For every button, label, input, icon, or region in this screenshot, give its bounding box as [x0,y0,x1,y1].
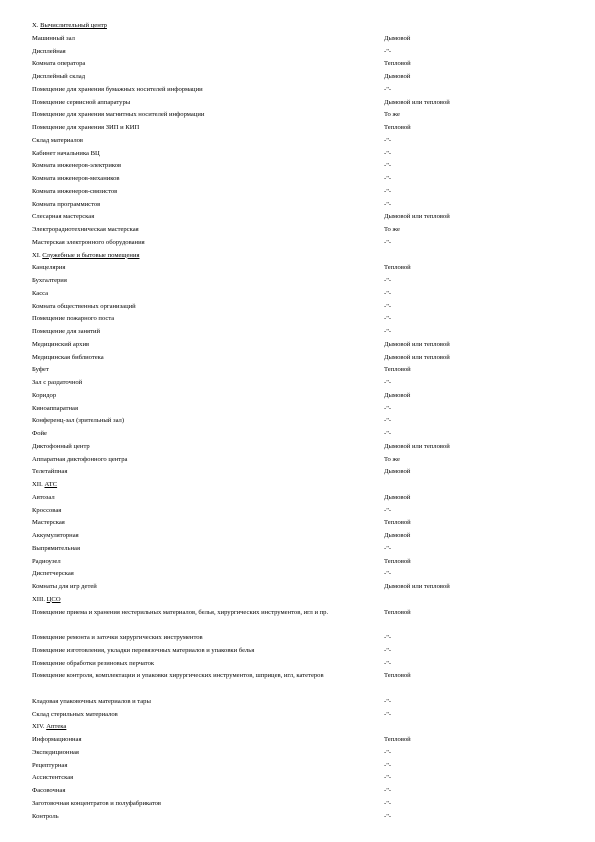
room-name: Медицинский архив [32,340,90,348]
section-heading [32,721,572,734]
table-row [32,428,572,441]
table-row [32,58,572,71]
room-name: Слесарная мастерская [32,213,95,221]
section-number: X. [32,22,39,29]
detector-type: -"- [384,136,392,144]
detector-type: Дымовой или тепловой [384,442,450,450]
detector-type: Дымовой [384,391,411,399]
section-title: Вычислительный центр [40,22,107,29]
room-name: Фойе [32,430,47,437]
room-name: Конференц-зал (зрительный зал) [32,417,125,425]
detector-type: -"- [384,404,392,412]
table-row [32,71,572,84]
room-name: Комната программистов [32,200,101,208]
table-row [32,403,572,416]
detector-type: -"- [384,659,392,667]
detector-type: -"- [384,277,392,284]
room-name: Радиоузел [32,557,61,565]
table-row [32,556,572,569]
room-name: Медицинская библиотека [32,353,104,361]
detector-type: -"- [384,162,392,170]
detector-type: Дымовой [384,493,411,501]
room-name: Помещение приема и хранения нестерильных материалов, белья, хирургических инструментов, игл и пр. [32,608,329,616]
section-heading [32,20,572,33]
room-name: Диктофонный центр [32,442,90,450]
table-row [32,262,572,275]
table-row [32,122,572,135]
room-name: Комната инженеров-связистов [32,187,118,195]
table-row [32,645,572,658]
table-row [32,785,572,798]
room-name: Диспетчерская [32,570,74,578]
room-name: Фасовочная [32,787,66,794]
detector-type: -"- [384,544,392,552]
table-row [32,734,572,747]
room-name: Помещение для занятий [32,328,101,335]
room-name: Телетайпная [32,468,68,476]
room-name: Комната инженеров-механиков [32,175,120,182]
room-name: Дисплейный склад [32,73,86,80]
table-row [32,772,572,785]
section-title: АТС [44,481,58,488]
room-name: Коридор [32,391,57,399]
detector-type: -"- [384,748,392,756]
table-row [32,352,572,365]
detector-type: Тепловой [384,736,411,743]
table-row [32,607,572,633]
room-name: Комната инженеров-электриков [32,162,122,170]
detector-type: -"- [384,646,392,654]
detector-type: Дымовой или тепловой [384,213,450,221]
section-heading [32,250,572,263]
table-row [32,581,572,594]
detector-type: -"- [384,506,392,514]
table-row [32,517,572,530]
detector-type: Тепловой [384,124,411,131]
table-row [32,84,572,97]
detector-type: -"- [384,315,392,323]
section-number: XI. [32,251,41,259]
section-heading [32,594,572,607]
detector-type: Дымовой [384,468,411,476]
table-row [32,199,572,212]
table-row [32,492,572,505]
table-row [32,224,572,237]
table-row [32,364,572,377]
room-name: Помещение для хранения магнитных носителей информации [32,111,205,119]
room-name: Комната общественных организаций [32,302,136,310]
room-name: Электрорадиотехническая мастерская [32,226,139,233]
table-row [32,160,572,173]
detector-type: -"- [384,200,392,208]
detector-type: -"- [384,149,392,157]
detector-type: -"- [384,774,392,782]
detector-type: -"- [384,379,392,386]
table-row [32,709,572,722]
table-row [32,97,572,110]
table-row [32,530,572,543]
room-name: Информационная [32,736,82,743]
room-name: Кабинет начальника ВЦ [32,149,100,157]
table-row [32,632,572,645]
table-row [32,747,572,760]
room-name: Склад материалов [32,136,84,144]
table-row [32,441,572,454]
room-name: Помещение для хранения бумажных носителей информации [32,85,203,93]
detector-type: -"- [384,187,392,195]
room-name: Экспедиционная [32,748,79,756]
detector-type: -"- [384,289,392,297]
detector-type: Тепловой [384,60,411,68]
detector-type: -"- [384,302,392,310]
table-row [32,696,572,709]
room-name: Помещение обработки резиновых перчаток [32,659,155,667]
room-name: Бухгалтерия [32,277,67,284]
room-name: Заготовочная концентратов и полуфабрикатов [32,799,162,807]
table-row [32,670,572,696]
room-name: Зал с раздаточной [32,379,83,386]
table-row [32,288,572,301]
table-row [32,326,572,339]
section-number: XIV. [32,723,45,731]
room-name: Помещение изготовления, укладки перевязочных материалов и упаковки белья [32,646,255,654]
section-number: XII. [32,481,43,488]
table-row [32,568,572,581]
room-name: Выпрямительная [32,544,80,552]
table-row [32,505,572,518]
table-row [32,339,572,352]
detector-type: -"- [384,85,392,93]
room-name: Помещение контроля, комплектации и упаковки хирургических инструментов, шприцев, игл, катетеров [32,672,324,680]
detector-type: -"- [384,799,392,807]
room-name: Кладовая упаковочных материалов и тары [32,697,151,705]
table-row [32,46,572,59]
detector-type: -"- [384,47,392,55]
room-name: Канцелярия [32,264,66,272]
table-row [32,313,572,326]
detector-type: -"- [384,697,392,705]
room-name: Кроссовая [32,506,62,514]
detector-type: Тепловой [384,608,411,616]
room-name: Помещение для хранения ЗИП и КИП [32,124,140,131]
table-row [32,186,572,199]
room-name: Машинный зал [32,34,75,42]
room-name: Дисплейная [32,47,66,55]
room-name: Аппаратная диктофонного центра [32,455,128,463]
document-page [32,20,572,823]
table-row [32,454,572,467]
section-title: ЦСО [46,595,61,603]
table-row [32,390,572,403]
detector-type: Дымовой или тепловой [384,353,450,361]
room-name: Буфет [32,366,49,374]
room-name: Автозал [32,493,55,501]
room-name: Комната оператора [32,60,86,68]
detector-type: Тепловой [384,519,411,527]
detector-type: -"- [384,634,392,641]
room-name: Склад стерильных материалов [32,710,118,718]
table-row [32,237,572,250]
room-name: Комнаты для игр детей [32,583,97,590]
detector-type: -"- [384,175,392,182]
detector-type: То же [384,226,400,233]
detector-type: Тепловой [384,264,411,272]
table-row [32,658,572,671]
detector-type: Дымовой или тепловой [384,98,450,106]
detector-type: То же [384,111,400,119]
section-title: Служебные и бытовые помещения [42,251,140,259]
room-name: Рецептурная [32,761,68,769]
detector-type: -"- [384,328,392,335]
table-row [32,109,572,122]
room-name: Помещение сервисной аппаратуры [32,98,131,106]
detector-type: -"- [384,570,392,578]
table-row [32,543,572,556]
detector-type: -"- [384,430,392,437]
table-row [32,33,572,46]
detector-type: Дымовой или тепловой [384,340,450,348]
detector-type: Дымовой или тепловой [384,583,450,590]
table-row [32,798,572,811]
detector-type: -"- [384,710,392,718]
section-heading [32,479,572,492]
room-name: Киноаппаратная [32,404,78,412]
table-row [32,275,572,288]
room-name: Мастерская электронного оборудования [32,238,145,246]
room-name: Помещение ремонта и заточки хирургических инструментов [32,634,203,641]
table-row [32,148,572,161]
table-row [32,211,572,224]
room-name: Помещение пожарного поста [32,315,115,323]
table-row [32,760,572,773]
section-title: Аптека [46,723,67,731]
detector-type: Тепловой [384,557,411,565]
detector-type: -"- [384,417,392,425]
section-number: XIII. [32,595,45,603]
room-name: Ассистентская [32,774,74,782]
table-row [32,415,572,428]
detector-type: Дымовой [384,34,411,42]
detector-type: -"- [384,761,392,769]
table-row [32,135,572,148]
detector-type: Дымовой [384,73,411,80]
detector-type: Тепловой [384,366,411,374]
table-row [32,173,572,186]
detector-type: -"- [384,787,392,794]
table-row [32,466,572,479]
room-name: Мастерская [32,519,65,527]
detector-type: Дымовой [384,532,411,539]
detector-type: То же [384,455,400,463]
detector-type: -"- [384,238,392,246]
table-row [32,377,572,390]
room-name: Аккумуляторная [32,532,79,539]
room-name: Контроль [32,812,59,820]
room-name: Касса [32,289,49,297]
table-row [32,811,572,824]
table-row [32,301,572,314]
detector-type: -"- [384,812,392,820]
detector-type: Тепловой [384,672,411,680]
